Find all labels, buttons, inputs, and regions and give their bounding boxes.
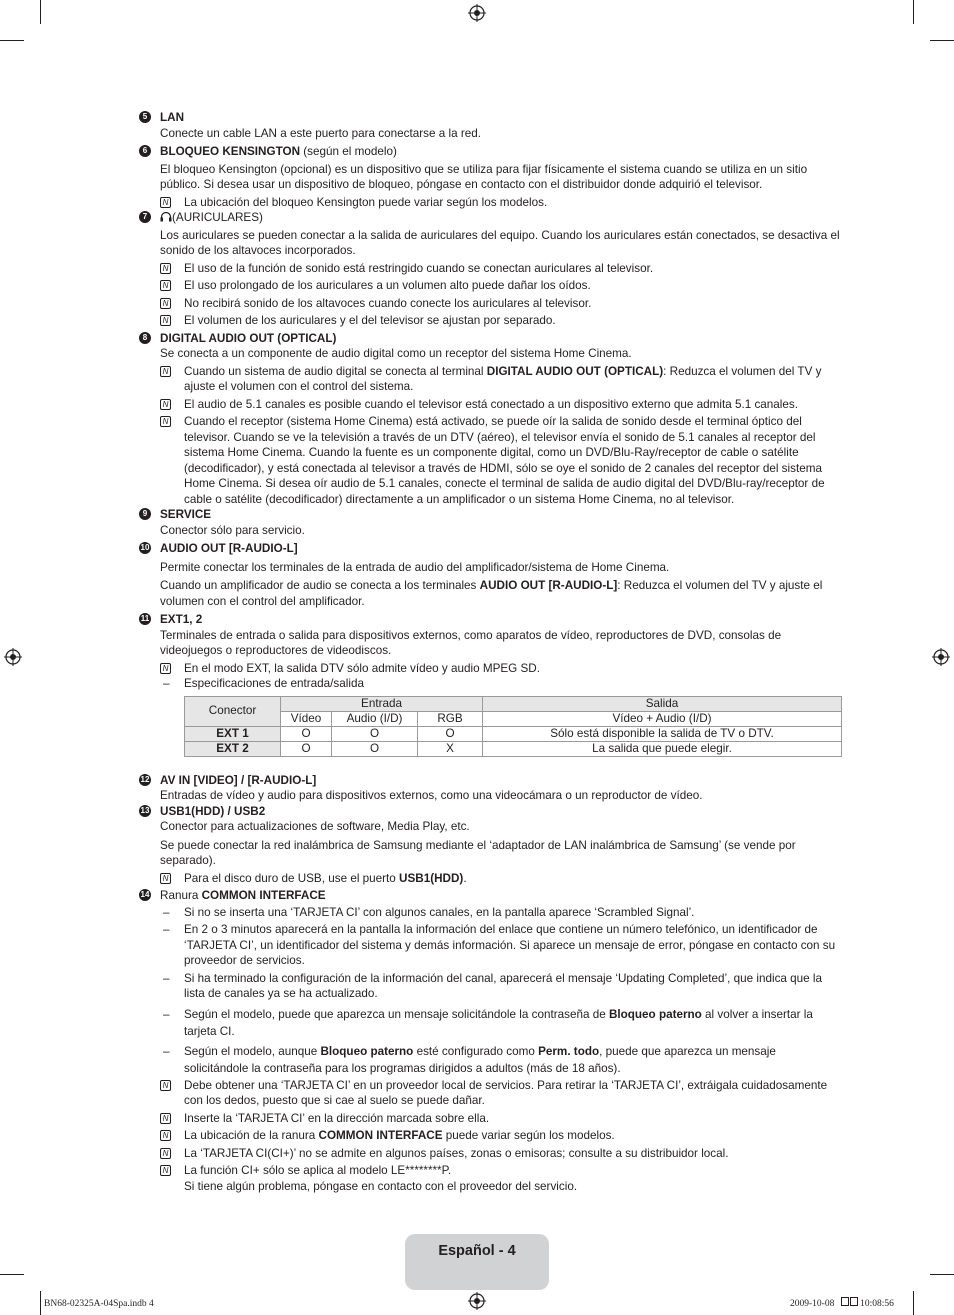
section-text: Terminales de entrada o salida para dispositivos externos, como aparatos de vídeo, reproductores de DVD, consolas de videojuegos o reproductores de videodiscos.	[160, 628, 782, 657]
section-common-interface: 14 Ranura COMMON INTERFACE – Si no se inserta una ‘TARJETA CI’ con algunos canales, en la pantalla aparece ‘Scrambled Signal’. – En 2 o 3 minutos aparecerá en la pantalla la información del enlace que contiene un número telefónico, un identificador de ‘TARJETA CI’, un identificador del sistema y demás información. Si aparece un mensaje de error, póngase en contacto con su proveedor de servicios. – Si ha terminado la configuración de la información del canal, aparecerá el mensaje ‘Updating Completed’, que indica que la lista de canales ya se ha actualizado. – Según el modelo, puede que aparezca un mensaje solicitándole la contraseña de Bloqueo paterno al volver a insertar la tarjeta CI. – Según el modelo, aunque Bloqueo paterno esté configurado como Perm. todo, puede que aparezca un mensaje solicitándole la contraseña para los programas dirigidos a adultos (más de 18 años). N Debe obtener una ‘TARJETA CI’ en un proveedor local de servicios. Para retirar la ‘TARJETA CI’, extráigala cuidadosamente con los dedos, puesto que si cae al suelo se puede dañar. N Inserte la ‘TARJETA CI’ en la dirección marcada sobre ella. N La ubicación de la ranura COMMON INTERFACE puede variar según los modelos. N La ‘TARJETA CI(CI+)’ no se admite en algunos países, zonas o emisoras; consulte a su distribuidor local. N La función CI+ sólo se aplica al modelo LE********P. Si tiene algún problema, póngase en contacto con el proveedor del servicio.	[139, 888, 843, 1194]
table-subheader: Vídeo + Audio (I/D)	[483, 711, 842, 726]
table-subheader: Audio (I/D)	[332, 711, 418, 726]
section-text: Los auriculares se pueden conectar a la salida de auriculares del equipo. Cuando los auriculares están conectados, se desactiva el sonido de los altavoces incorporados.	[160, 228, 840, 257]
note: N Para el disco duro de USB, use el puerto USB1(HDD).	[160, 871, 843, 887]
note-icon: N	[160, 298, 171, 309]
note: N En el modo EXT, la salida DTV sólo admite vídeo y audio MPEG SD.	[160, 661, 843, 677]
note: N El audio de 5.1 canales es posible cuando el televisor está conectado a un dispositivo externo que admita 5.1 canales.	[160, 397, 843, 413]
dash-bullet: –	[163, 923, 170, 936]
note: N Debe obtener una ‘TARJETA CI’ en un proveedor local de servicios. Para retirar la ‘TARJETA CI’, extráigala cuidadosamente con los dedos, puesto que si cae al suelo se puede dañar.	[160, 1078, 843, 1109]
crop-mark	[0, 1274, 24, 1275]
note: N Cuando un sistema de audio digital se conecta al terminal DIGITAL AUDIO OUT (OPTICAL): Reduzca el volumen del TV y ajuste el volumen con el control del sistema.	[160, 364, 843, 395]
section-title: AV IN [VIDEO] / [R-AUDIO-L]	[160, 773, 317, 787]
crop-mark	[40, 1291, 41, 1315]
section-usb	[139, 804, 843, 887]
registration-mark-icon	[468, 4, 486, 22]
box-glyph-icon	[841, 1297, 849, 1306]
note-icon: N	[160, 1148, 171, 1159]
dash-bullet: –	[163, 677, 170, 690]
section-number: 11	[140, 614, 150, 623]
note-icon: N	[160, 1130, 171, 1141]
table-subheader: Vídeo	[281, 711, 332, 726]
section-title: LAN	[160, 111, 185, 124]
note: N La ubicación del bloqueo Kensington puede variar según los modelos.	[160, 195, 843, 211]
section-digital-audio-out	[139, 331, 843, 508]
section-number: 12	[140, 774, 150, 784]
note-icon: N	[160, 315, 171, 326]
crop-mark	[913, 1291, 914, 1315]
dash-item: – Especificaciones de entrada/salida	[163, 677, 364, 690]
section-title: EXT1, 2	[160, 613, 203, 626]
crop-mark	[913, 0, 914, 24]
section-text: Conecte un cable LAN a este puerto para conectarse a la red.	[160, 126, 481, 140]
section-number: 9	[139, 508, 151, 520]
note-icon: N	[160, 1080, 171, 1091]
note: N Cuando el receptor (sistema Home Cinema) está activado, se puede oír la salida de sonido desde el terminal óptico del televisor. Cuando se ve la televisión a través de un DTV (aéreo), el televisor envía el sonido de 5.1 canales al receptor del sistema Home Cinema. Cuando la fuente es un componente digital, como un DVD/Blu-Ray/receptor de cable o satélite (decodificador), y está conectada al televisor a través de HDMI, sólo se oye el sonido de 2 canales del receptor del sistema Home Cinema. Si desea oír audio de 5.1 canales, conecte el terminal de salida de audio digital del DVD/Blu-ray/receptor de cable o satélite (decodificador) directamente a un amplificador o un sistema Home Cinema, no al televisor.	[160, 414, 843, 507]
note: N No recibirá sonido de los altavoces cuando conecte los auriculares al televisor.	[160, 296, 843, 312]
section-number: 10	[140, 543, 150, 552]
section-title-suffix: (según el modelo)	[300, 145, 397, 158]
section-number: 7	[139, 211, 151, 223]
crop-mark	[40, 0, 41, 24]
section-title: COMMON INTERFACE	[201, 889, 326, 902]
dash-bullet: –	[163, 1044, 170, 1058]
section-title: BLOQUEO KENSINGTON	[160, 145, 301, 158]
note: N El uso de la función de sonido está restringido cuando se conectan auriculares al televisor.	[160, 261, 843, 277]
note: N La ‘TARJETA CI(CI+)’ no se admite en algunos países, zonas o emisoras; consulte a su distribuidor local.	[160, 1146, 843, 1162]
table-header: Entrada	[281, 696, 483, 711]
note: N El uso prolongado de los auriculares a un volumen alto puede dañar los oídos.	[160, 278, 843, 294]
section-number: 13	[140, 805, 150, 815]
section-service	[139, 507, 843, 538]
crop-mark	[0, 40, 24, 41]
section-text: Se conecta a un componente de audio digital como un receptor del sistema Home Cinema.	[160, 347, 632, 360]
note-icon: N	[160, 663, 171, 674]
section-text: Se puede conectar la red inalámbrica de Samsung mediante el ‘adaptador de LAN inalámbrica de Samsung’ (se vende por separado).	[160, 838, 796, 867]
section-av-in	[139, 773, 843, 804]
headphones-icon	[160, 211, 172, 222]
note: N La ubicación de la ranura COMMON INTERFACE puede variar según los modelos.	[160, 1128, 843, 1144]
note-icon: N	[160, 416, 171, 427]
section-title: SERVICE	[160, 508, 212, 521]
table-row: EXT 2 O O X La salida que puede elegir.	[185, 741, 842, 756]
section-text: Permite conectar los terminales de la entrada de audio del amplificador/sistema de Home Cinema.	[160, 560, 670, 574]
crop-mark	[930, 40, 954, 41]
dash-item: – En 2 o 3 minutos aparecerá en la pantalla la información del enlace que contiene un número telefónico, un identificador de ‘TARJETA CI’, un identificador del sistema y demás información. Si aparece un mensaje de error, póngase en contacto con su proveedor de servicios.	[163, 923, 836, 967]
note-icon: N	[160, 366, 171, 377]
section-number: 14	[140, 890, 150, 899]
note: N El volumen de los auriculares y el del televisor se ajustan por separado.	[160, 313, 843, 329]
section-kensington	[139, 144, 843, 210]
box-glyph-icon	[850, 1297, 858, 1306]
section-number: 6	[139, 145, 151, 157]
section-title: USB1(HDD) / USB2	[160, 804, 266, 818]
note-icon: N	[160, 399, 171, 410]
dash-bullet: –	[163, 905, 170, 919]
registration-mark-icon	[4, 648, 22, 666]
page-number-tab	[405, 1234, 549, 1290]
table-subheader: RGB	[418, 711, 483, 726]
table-row: EXT 1 O O O Sólo está disponible la salida de TV o DTV.	[185, 726, 842, 741]
dash-bullet: –	[163, 971, 170, 985]
crop-mark	[930, 1274, 954, 1275]
file-slug: BN68-02325A-04Spa.indb 4	[44, 1299, 154, 1309]
note-icon: N	[160, 280, 171, 291]
note-icon: N	[160, 1113, 171, 1124]
date-slug: 2009-10-08 10:08:56	[790, 1299, 894, 1309]
document-body	[139, 110, 843, 1194]
table-header: Conector	[185, 696, 281, 726]
section-title: (AURICULARES)	[172, 211, 263, 224]
registration-mark-icon	[468, 1292, 486, 1310]
note: N Inserte la ‘TARJETA CI’ en la dirección marcada sobre ella.	[160, 1111, 843, 1127]
section-text: Entradas de vídeo y audio para dispositivos externos, como una videocámara o un reproductor de vídeo.	[160, 789, 703, 802]
note-icon: N	[160, 197, 171, 208]
section-title: DIGITAL AUDIO OUT (OPTICAL)	[160, 331, 337, 345]
section-text: El bloqueo Kensington (opcional) es un dispositivo que se utiliza para fijar físicamente el sistema cuando se utiliza en un sitio público. Si desea usar un dispositivo de bloqueo, póngase en contacto con el distribuidor donde adquirió el televisor.	[160, 162, 808, 191]
section-ext	[139, 612, 843, 757]
section-number: 5	[139, 111, 151, 123]
registration-mark-icon	[932, 648, 950, 666]
section-audio-out	[139, 541, 843, 609]
section-number: 8	[139, 332, 151, 344]
dash-item: – Según el modelo, puede que aparezca un mensaje solicitándole la contraseña de Bloqueo paterno al volver a insertar la tarjeta CI.	[163, 1007, 813, 1038]
dash-bullet: –	[163, 1007, 170, 1021]
dash-item: – Si no se inserta una ‘TARJETA CI’ con algunos canales, en la pantalla aparece ‘Scrambled Signal’.	[163, 905, 695, 919]
dash-item: – Según el modelo, aunque Bloqueo paterno esté configurado como Perm. todo, puede que aparezca un mensaje solicitándole la contraseña para los programas dirigidos a adultos (más de 18 años).	[163, 1044, 776, 1075]
section-text: Cuando un amplificador de audio se conecta a los terminales AUDIO OUT [R-AUDIO-L]: Reduzca el volumen del TV y ajuste el volumen con el control del amplificador.	[160, 579, 823, 608]
note-icon: N	[160, 263, 171, 274]
page-label: Español - 4	[438, 1243, 516, 1259]
note: N La función CI+ sólo se aplica al modelo LE********P. Si tiene algún problema, póngase en contacto con el proveedor del servicio.	[160, 1163, 843, 1194]
section-text: Conector para actualizaciones de software, Media Play, etc.	[160, 820, 470, 833]
section-headphones	[139, 210, 843, 329]
note-icon: N	[160, 1165, 171, 1176]
section-title: AUDIO OUT [R-AUDIO-L]	[160, 542, 298, 555]
io-spec-table	[184, 696, 842, 757]
table-header: Salida	[483, 696, 842, 711]
note-icon: N	[160, 873, 171, 884]
section-lan	[139, 110, 843, 141]
dash-item: – Si ha terminado la configuración de la información del canal, aparecerá el mensaje ‘Updating Completed’, que indica que la lista de canales ya se ha actualizado.	[163, 971, 823, 1000]
section-text: Conector sólo para servicio.	[160, 523, 305, 537]
